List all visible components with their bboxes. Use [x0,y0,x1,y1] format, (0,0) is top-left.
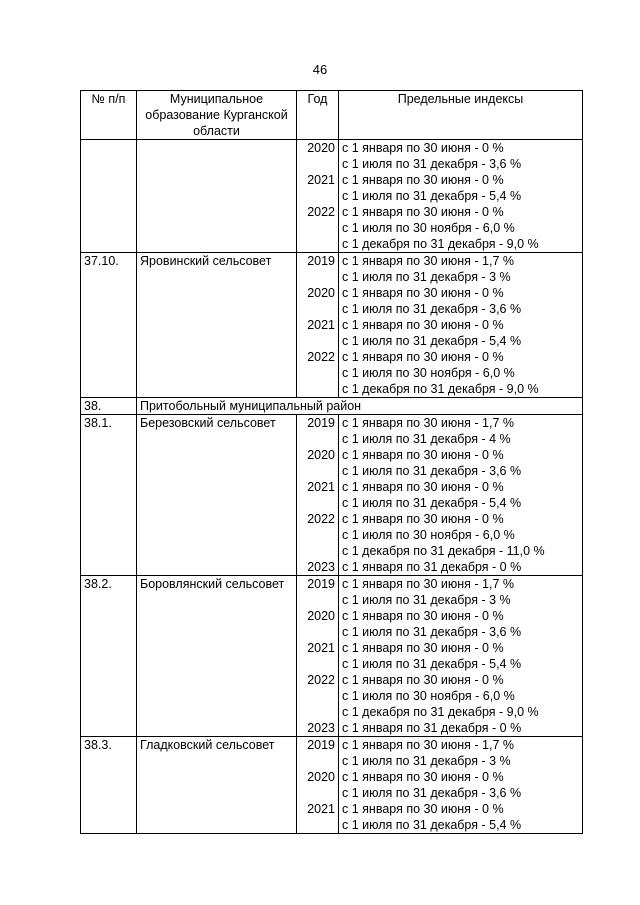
row-number: 38.3. [81,737,137,834]
table-body [81,140,583,834]
section-row [81,398,583,415]
index-value: с 1 июля по 30 ноября - 6,0 % [342,528,515,542]
year-value: 2023 [307,560,335,574]
year-value [300,236,335,252]
table-row [81,576,583,737]
index-value: с 1 июля по 31 декабря - 5,4 % [342,189,522,203]
index-cell [339,140,583,253]
municipality-name: Березовский сельсовет [137,415,297,576]
row-number: 38.1. [81,415,137,576]
year-value [300,592,335,608]
index-value: с 1 января по 30 июня - 1,7 % [342,738,514,752]
index-value: с 1 января по 30 июня - 0 % [342,141,504,155]
index-value: с 1 июля по 31 декабря - 3,6 % [342,157,522,171]
row-number: 38.2. [81,576,137,737]
index-value: с 1 января по 30 июня - 0 % [342,286,504,300]
index-value: с 1 июля по 31 декабря - 3 % [342,270,511,284]
index-value: с 1 января по 30 июня - 0 % [342,350,504,364]
index-cell [339,253,583,398]
index-value: с 1 января по 30 июня - 0 % [342,480,504,494]
year-value: 2023 [307,721,335,735]
year-value: 2021 [307,641,335,655]
section-title: Притобольный муниципальный район [137,398,583,415]
year-value [300,704,335,720]
index-value: с 1 января по 30 июня - 0 % [342,609,504,623]
year-value: 2020 [307,286,335,300]
index-value: с 1 июля по 31 декабря - 3,6 % [342,302,522,316]
tariff-index-table [80,90,583,834]
municipality-name [137,140,297,253]
header-municipality: Муниципальное образование Курганской области [137,91,297,140]
index-value: с 1 декабря по 31 декабря - 9,0 % [342,705,539,719]
year-cell [297,415,339,576]
index-value: с 1 января по 30 июня - 0 % [342,173,504,187]
index-value: с 1 июля по 30 ноября - 6,0 % [342,366,515,380]
index-value: с 1 января по 30 июня - 0 % [342,770,504,784]
year-value [300,656,335,672]
year-value [300,381,335,397]
year-value: 2020 [307,448,335,462]
table-row [81,415,583,576]
index-cell [339,576,583,737]
year-value [300,495,335,511]
index-value: с 1 января по 31 декабря - 0 % [342,560,522,574]
year-value: 2022 [307,512,335,526]
index-value: с 1 января по 31 декабря - 0 % [342,721,522,735]
index-value: с 1 января по 30 июня - 0 % [342,802,504,816]
index-value: с 1 декабря по 31 декабря - 11,0 % [342,544,545,558]
year-value: 2021 [307,802,335,816]
index-value: с 1 января по 30 июня - 0 % [342,673,504,687]
year-value [300,688,335,704]
year-value: 2019 [307,416,335,430]
year-value [300,269,335,285]
table-row [81,253,583,398]
index-value: с 1 июля по 31 декабря - 3,6 % [342,464,522,478]
year-value: 2019 [307,577,335,591]
year-value [300,624,335,640]
index-value: с 1 июля по 31 декабря - 5,4 % [342,496,522,510]
index-value: с 1 июля по 31 декабря - 4 % [342,432,511,446]
year-cell [297,576,339,737]
page-number: 46 [312,62,328,77]
index-value: с 1 декабря по 31 декабря - 9,0 % [342,237,539,251]
index-value: с 1 июля по 30 ноября - 6,0 % [342,221,515,235]
index-value: с 1 июля по 31 декабря - 5,4 % [342,657,522,671]
year-value: 2021 [307,480,335,494]
municipality-name: Боровлянский сельсовет [137,576,297,737]
year-value: 2020 [307,141,335,155]
year-value [300,785,335,801]
year-value: 2022 [307,673,335,687]
year-value [300,431,335,447]
table-row [81,140,583,253]
year-value: 2022 [307,350,335,364]
year-value [300,753,335,769]
index-value: с 1 января по 30 июня - 0 % [342,512,504,526]
year-value: 2019 [307,738,335,752]
index-value: с 1 июля по 31 декабря - 5,4 % [342,818,522,832]
year-value: 2021 [307,173,335,187]
year-value [300,543,335,559]
index-value: с 1 июля по 31 декабря - 3 % [342,754,511,768]
year-value: 2020 [307,770,335,784]
header-indexes: Предельные индексы [339,91,583,140]
year-value: 2021 [307,318,335,332]
row-number: 38. [81,398,137,415]
index-value: с 1 января по 30 июня - 0 % [342,205,504,219]
index-value: с 1 июля по 31 декабря - 3 % [342,593,511,607]
year-value [300,188,335,204]
year-cell [297,737,339,834]
index-value: с 1 июля по 31 декабря - 3,6 % [342,625,522,639]
row-number: 37.10. [81,253,137,398]
year-value [300,527,335,543]
header-number: № п/п [81,91,137,140]
year-value [300,156,335,172]
index-value: с 1 декабря по 31 декабря - 9,0 % [342,382,539,396]
year-cell [297,140,339,253]
index-value: с 1 июля по 31 декабря - 5,4 % [342,334,522,348]
index-cell [339,737,583,834]
year-value: 2019 [307,254,335,268]
header-year: Год [297,91,339,140]
year-value [300,333,335,349]
year-cell [297,253,339,398]
year-value [300,817,335,833]
index-value: с 1 июля по 31 декабря - 3,6 % [342,786,522,800]
year-value [300,463,335,479]
row-number [81,140,137,253]
index-value: с 1 января по 30 июня - 0 % [342,318,504,332]
table-header-row [81,91,583,140]
year-value: 2020 [307,609,335,623]
year-value [300,220,335,236]
index-value: с 1 января по 30 июня - 1,7 % [342,577,514,591]
index-value: с 1 января по 30 июня - 1,7 % [342,416,514,430]
year-value [300,365,335,381]
municipality-name: Гладковский сельсовет [137,737,297,834]
year-value [300,301,335,317]
year-value: 2022 [307,205,335,219]
index-value: с 1 января по 30 июня - 0 % [342,448,504,462]
index-value: с 1 января по 30 июня - 0 % [342,641,504,655]
index-cell [339,415,583,576]
index-value: с 1 января по 30 июня - 1,7 % [342,254,514,268]
index-value: с 1 июля по 30 ноября - 6,0 % [342,689,515,703]
municipality-name: Яровинский сельсовет [137,253,297,398]
table-row [81,737,583,834]
